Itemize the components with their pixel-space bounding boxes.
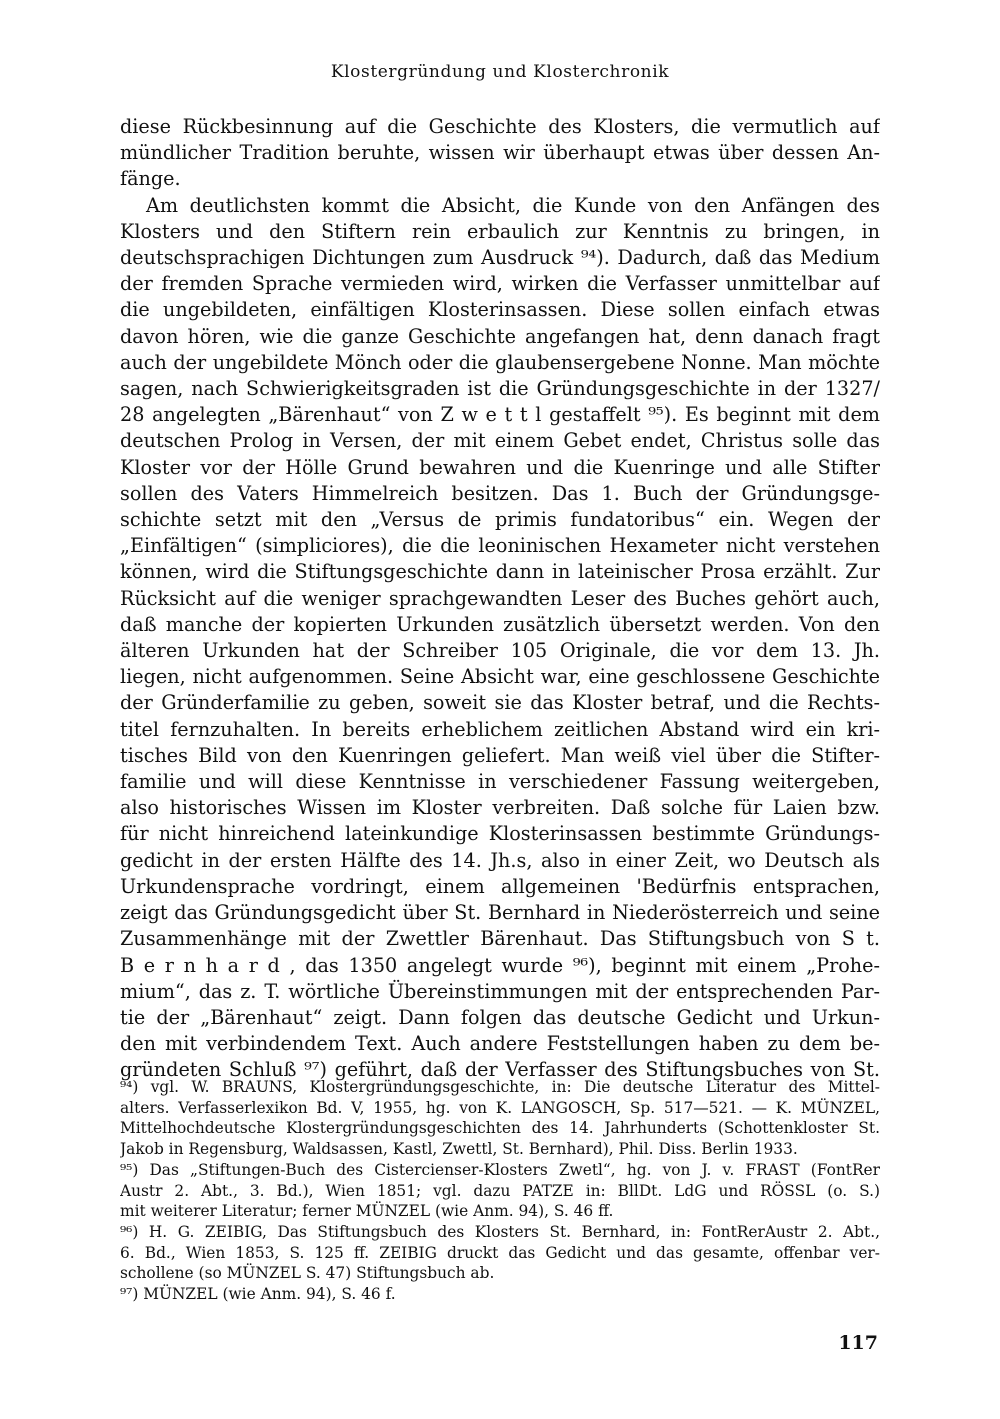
- footnotes: [120, 1077, 880, 1305]
- body-line: zeigt das Gründungsgedicht über St. Bernhard in Niederösterreich und seine: [120, 901, 880, 925]
- body-line: mium“, das z. T. wörtliche Übereinstimmungen mit der entsprechenden Par-: [120, 979, 880, 1003]
- body-line: die ungebildeten, einfältigen Klosterinsassen. Diese sollen einfach etwas: [120, 298, 880, 322]
- footnote-line: ⁹⁶) H. G. ZEIBIG, Das Stiftungsbuch des Klosters St. Bernhard, in: FontRerAustr 2. Abt.,: [120, 1222, 880, 1241]
- body-line: fänge.: [120, 167, 181, 191]
- footnote-line: Austr 2. Abt., 3. Bd.), Wien 1851; vgl. dazu PATZE in: BllDt. LdG und RÖSSL (o. S.): [120, 1181, 880, 1200]
- body-line: titel fernzuhalten. In bereits erheblichem zeitlichen Abstand wird ein kri-: [120, 717, 880, 741]
- body-line: für nicht hinreichend lateinkundige Klosterinsassen bestimmte Gründungs-: [120, 822, 880, 846]
- body-line: Am deutlichsten kommt die Absicht, die Kunde von den Anfängen des: [146, 193, 880, 217]
- body-line: der Gründerfamilie zu geben, soweit sie das Kloster betraf, und die Rechts-: [120, 691, 880, 715]
- body-line: gründeten Schluß ⁹⁷) geführt, daß der Verfasser des Stiftungsbuches von St.: [120, 1058, 880, 1082]
- body-line: liegen, nicht aufgenommen. Seine Absicht war, eine geschlossene Geschichte: [120, 665, 880, 689]
- body-line: davon hören, wie die ganze Geschichte angefangen hat, denn danach fragt: [120, 324, 880, 348]
- body-line: sollen des Vaters Himmelreich besitzen. Das 1. Buch der Gründungsge-: [120, 481, 880, 505]
- body-line: gedicht in der ersten Hälfte des 14. Jh.s, also in einer Zeit, wo Deutsch als: [120, 848, 880, 872]
- body-line: schichte setzt mit den „Versus de primis fundatoribus“ ein. Wegen der: [120, 508, 880, 532]
- body-line: Kloster vor der Hölle Grund bewahren und die Kuenringe und alle Stifter: [120, 455, 880, 479]
- body-line: Urkundensprache vordringt, einem allgemeinen 'Bedürfnis entsprachen,: [120, 874, 880, 898]
- footnote-line: ⁹⁷) MÜNZEL (wie Anm. 94), S. 46 f.: [120, 1285, 396, 1304]
- page-number: 117: [838, 1332, 878, 1354]
- body-line: tisches Bild von den Kuenringen geliefert. Man weiß viel über die Stifter-: [120, 743, 880, 767]
- body-line: diese Rückbesinnung auf die Geschichte des Klosters, die vermutlich auf: [120, 115, 880, 138]
- footnote-line: 6. Bd., Wien 1853, S. 125 ff. ZEIBIG druckt das Gedicht und das gesamte, offenbar ver-: [120, 1243, 880, 1262]
- body-line: Zusammenhänge mit der Zwettler Bärenhaut. Das Stiftungsbuch von S t.: [120, 927, 880, 951]
- body-line: Rücksicht auf die weniger sprachgewandten Leser des Buches gehört auch,: [120, 586, 880, 610]
- footnote-line: ⁹⁵) Das „Stiftungen-Buch des Cistercienser-Klosters Zwetl“, hg. von J. v. FRAST (FontRer: [120, 1160, 880, 1179]
- footnote-line: Jakob in Regensburg, Waldsassen, Kastl, Zwettl, St. Bernhard), Phil. Diss. Berlin 1933.: [120, 1140, 798, 1159]
- body-line: älteren Urkunden hat der Schreiber 105 Originale, die vor dem 13. Jh.: [120, 639, 880, 663]
- body-line: können, wird die Stiftungsgeschichte dann in lateinischer Prosa erzählt. Zur: [120, 560, 880, 584]
- body-line: also historisches Wissen im Kloster verbreiten. Daß solche für Laien bzw.: [120, 796, 880, 820]
- footnote-line: alters. Verfasserlexikon Bd. V, 1955, hg. von K. LANGOSCH, Sp. 517—521. — K. MÜNZEL,: [120, 1098, 880, 1117]
- body-line: deutschsprachigen Dichtungen zum Ausdruck ⁹⁴). Dadurch, daß das Medium: [120, 246, 880, 270]
- footnote-line: schollene (so MÜNZEL S. 47) Stiftungsbuch ab.: [120, 1264, 495, 1283]
- body-line: daß manche der kopierten Urkunden zusätzlich übersetzt werden. Von den: [120, 612, 880, 636]
- body-text: [120, 114, 880, 1084]
- body-line: B e r n h a r d , das 1350 angelegt wurde ⁹⁶), beginnt mit einem „Prohe-: [120, 953, 880, 977]
- body-line: „Einfältigen“ (simpliciores), die die leoninischen Hexameter nicht verstehen: [120, 534, 880, 558]
- footnote-line: ⁹⁴) vgl. W. BRAUNS, Klostergründungsgeschichte, in: Die deutsche Literatur des Mittel-: [120, 1078, 880, 1096]
- body-line: mündlicher Tradition beruhte, wissen wir überhaupt etwas über dessen An-: [120, 141, 880, 165]
- footnote-line: Mittelhochdeutsche Klostergründungsgeschichten des 14. Jahrhunderts (Schottenkloster St.: [120, 1119, 880, 1138]
- body-line: familie und will diese Kenntnisse in verschiedener Fassung weitergeben,: [120, 770, 880, 794]
- body-line: den mit verbindendem Text. Auch andere Feststellungen haben zu dem be-: [120, 1032, 880, 1056]
- body-line: Klosters und den Stiftern rein erbaulich zur Kenntnis zu bringen, in: [120, 219, 880, 243]
- body-line: tie der „Bärenhaut“ zeigt. Dann folgen das deutsche Gedicht und Urkun-: [120, 1005, 880, 1029]
- body-line: 28 angelegten „Bärenhaut“ von Z w e t t l gestaffelt ⁹⁵). Es beginnt mit dem: [120, 403, 880, 427]
- body-line: der fremden Sprache vermieden wird, wirken die Verfasser unmittelbar auf: [120, 272, 880, 296]
- footnote-line: mit weiterer Literatur; ferner MÜNZEL (wie Anm. 94), S. 46 ff.: [120, 1202, 614, 1221]
- body-line: auch der ungebildete Mönch oder die glaubensergebene Nonne. Man möchte: [120, 350, 880, 374]
- body-line: deutschen Prolog in Versen, der mit einem Gebet endet, Christus solle das: [120, 429, 880, 453]
- running-header: Klostergründung und Klosterchronik: [330, 62, 670, 82]
- body-line: sagen, nach Schwierigkeitsgraden ist die Gründungsgeschichte in der 1327/: [120, 377, 880, 401]
